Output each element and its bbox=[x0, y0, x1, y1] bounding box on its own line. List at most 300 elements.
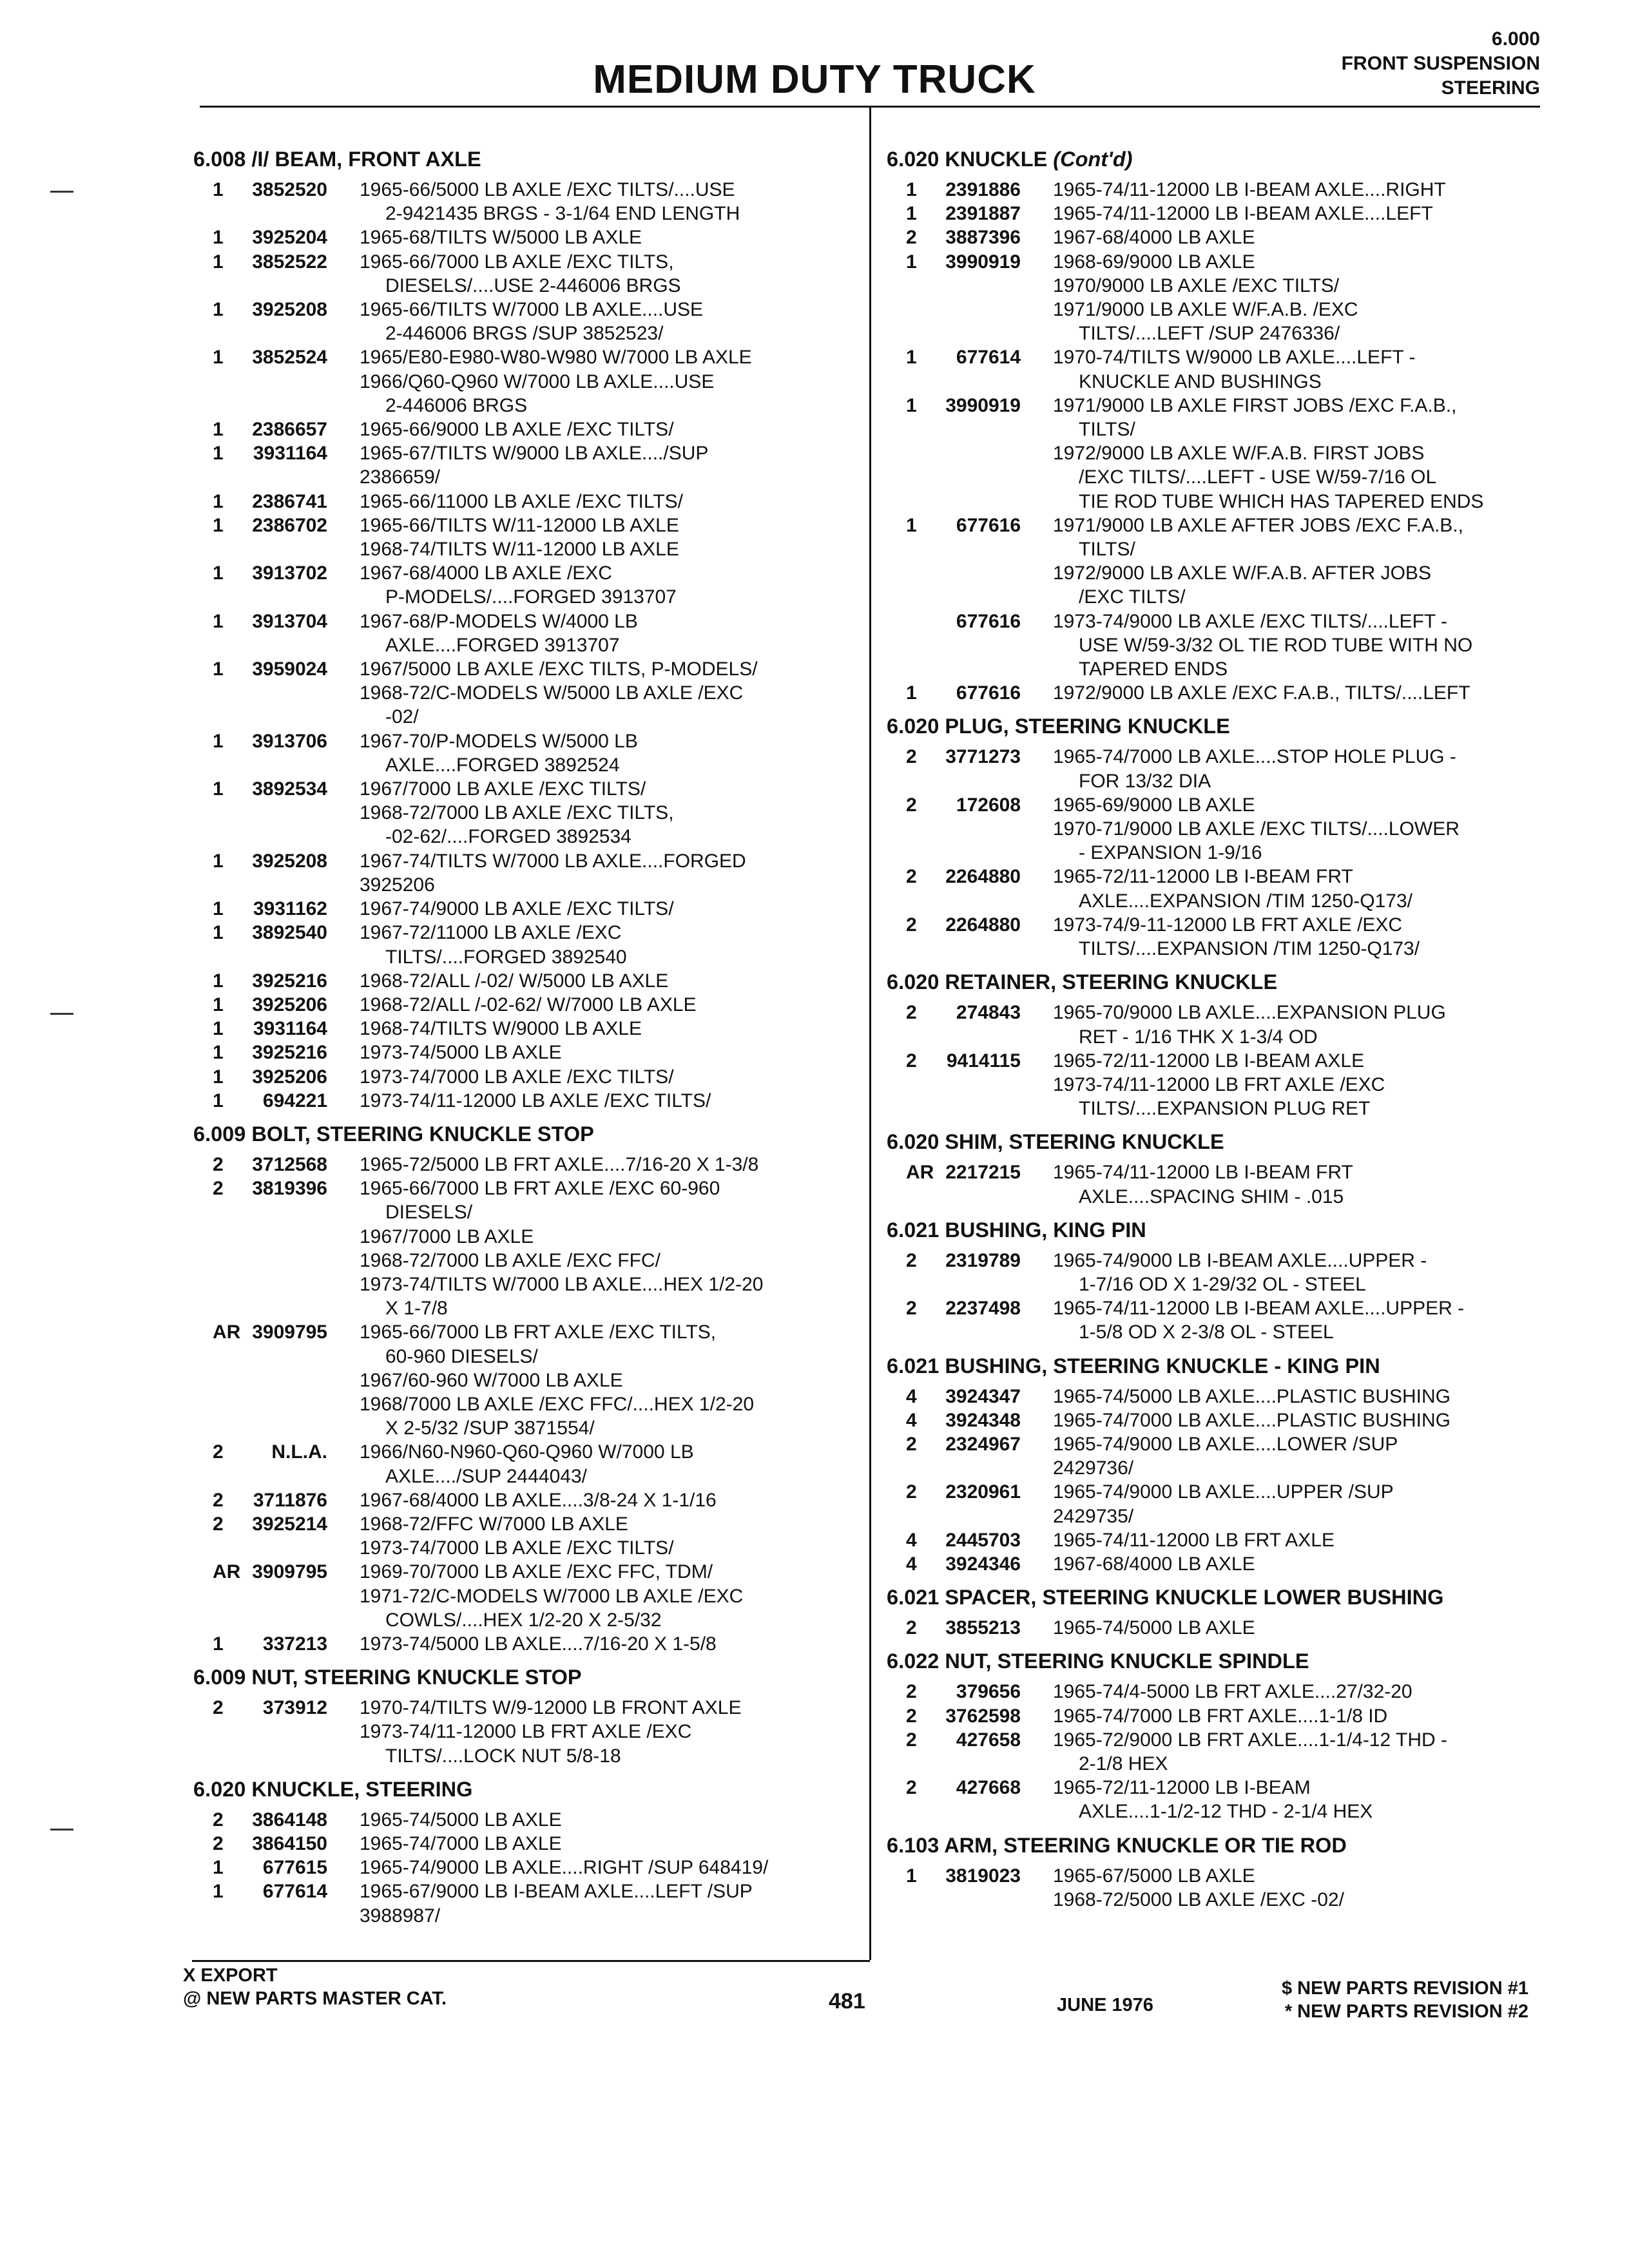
description-line: USE W/59-3/32 OL TIE ROD TUBE WITH NO bbox=[1079, 634, 1473, 656]
description-line: TILTS/ bbox=[1079, 419, 1135, 441]
description-line: 1967-68/4000 LB AXLE....3/8-24 X 1-1/16 bbox=[360, 1489, 717, 1511]
part-description bbox=[1027, 793, 1550, 865]
part-quantity: 1 bbox=[213, 1857, 224, 1879]
description-line: 3925206 bbox=[360, 874, 435, 896]
part-number: 3909795 bbox=[252, 1321, 327, 1343]
part-number: 3925206 bbox=[252, 1066, 327, 1088]
description-line: 2-446006 BRGS bbox=[385, 394, 528, 416]
description-line: 1965-72/11-12000 LB I-BEAM bbox=[1053, 1777, 1311, 1799]
part-entry bbox=[887, 1160, 1550, 1208]
description-line: 1965-74/11-12000 LB I-BEAM AXLE....UPPER - bbox=[1053, 1298, 1465, 1320]
parts-section bbox=[887, 711, 1550, 961]
description-line: 1965-66/11000 LB AXLE /EXC TILTS/ bbox=[360, 490, 683, 512]
part-quantity: 2 bbox=[906, 1729, 917, 1751]
part-quantity: 1 bbox=[213, 419, 224, 441]
section-heading-text: 6.103 ARM, STEERING KNUCKLE OR TIE ROD bbox=[887, 1833, 1347, 1857]
part-entry bbox=[887, 178, 1550, 202]
section-heading-text: 6.020 KNUCKLE, STEERING bbox=[193, 1777, 473, 1801]
part-entry bbox=[887, 1001, 1550, 1048]
part-description bbox=[1027, 1432, 1550, 1480]
part-description bbox=[334, 921, 863, 968]
section-heading bbox=[887, 1582, 1550, 1612]
section-heading bbox=[887, 711, 1550, 741]
description-line: 1968-69/9000 LB AXLE bbox=[1053, 251, 1255, 273]
page-title: MEDIUM DUTY TRUCK bbox=[593, 57, 1036, 102]
part-entry bbox=[193, 921, 863, 968]
description-line: 1965-72/11-12000 LB I-BEAM AXLE bbox=[1053, 1050, 1365, 1072]
part-quantity: 1 bbox=[213, 922, 224, 944]
part-number: 3931162 bbox=[253, 898, 327, 920]
part-description bbox=[1027, 1480, 1550, 1528]
part-entry bbox=[887, 202, 1550, 226]
part-entry bbox=[193, 1488, 863, 1512]
part-description bbox=[334, 561, 863, 609]
description-line: 2-1/8 HEX bbox=[1079, 1753, 1168, 1774]
parts-section bbox=[887, 967, 1550, 1120]
part-entry bbox=[887, 514, 1550, 610]
description-line: 1968-72/FFC W/7000 LB AXLE bbox=[360, 1513, 628, 1535]
part-description bbox=[1027, 1616, 1550, 1640]
part-quantity: 2 bbox=[906, 866, 917, 888]
part-number: 677615 bbox=[262, 1857, 327, 1879]
part-entry bbox=[887, 1296, 1550, 1344]
part-entry bbox=[193, 969, 863, 993]
part-number: 3712568 bbox=[252, 1153, 327, 1175]
part-entry bbox=[193, 298, 863, 345]
part-quantity: 1 bbox=[213, 251, 224, 273]
part-number: 3913702 bbox=[252, 562, 327, 584]
section-heading-text: 6.008 /I/ BEAM, FRONT AXLE bbox=[193, 148, 481, 171]
part-entry bbox=[193, 610, 863, 657]
part-number: 694221 bbox=[262, 1090, 327, 1111]
description-line: 1965-74/7000 LB AXLE....PLASTIC BUSHING bbox=[1053, 1409, 1451, 1431]
part-number: 3852520 bbox=[252, 179, 327, 200]
description-line: 1965-74/5000 LB AXLE....PLASTIC BUSHING bbox=[1053, 1385, 1451, 1407]
part-number: 2264880 bbox=[945, 914, 1021, 936]
part-entry bbox=[887, 394, 1550, 514]
right-column bbox=[887, 144, 1550, 1918]
description-line: FOR 13/32 DIA bbox=[1079, 770, 1211, 792]
section-heading bbox=[887, 967, 1550, 997]
parts-section bbox=[887, 1215, 1550, 1345]
part-quantity: 4 bbox=[906, 1385, 917, 1407]
revision-note-2: * NEW PARTS REVISION #2 bbox=[1284, 2001, 1528, 2022]
part-number: 2391887 bbox=[945, 203, 1021, 225]
part-entry bbox=[193, 514, 863, 561]
part-entry bbox=[193, 777, 863, 849]
parts-section bbox=[887, 144, 1550, 705]
part-entry bbox=[887, 1480, 1550, 1528]
description-line: 1967-68/P-MODELS W/4000 LB bbox=[360, 610, 638, 632]
part-entry bbox=[887, 1728, 1550, 1776]
part-number: 3913704 bbox=[252, 610, 327, 632]
section-heading bbox=[193, 144, 863, 174]
part-quantity: 1 bbox=[213, 514, 224, 536]
part-quantity: 2 bbox=[906, 227, 917, 249]
part-description bbox=[1027, 1385, 1550, 1408]
description-line: 1965-66/7000 LB FRT AXLE /EXC 60-960 bbox=[360, 1178, 720, 1200]
description-line: 1965-74/9000 LB AXLE....LOWER /SUP bbox=[1053, 1433, 1398, 1455]
part-quantity: 2 bbox=[906, 1705, 917, 1727]
description-line: X 2-5/32 /SUP 3871554/ bbox=[385, 1418, 595, 1439]
description-line: 1965-74/11-12000 LB I-BEAM AXLE....LEFT bbox=[1053, 203, 1433, 225]
part-description bbox=[334, 1832, 863, 1856]
part-number: 3762598 bbox=[945, 1705, 1021, 1727]
description-line: 1970-74/TILTS W/9-12000 LB FRONT AXLE bbox=[360, 1697, 742, 1719]
description-line: 1965-74/9000 LB AXLE....UPPER /SUP bbox=[1053, 1481, 1394, 1503]
description-line: -02/ bbox=[385, 706, 419, 728]
part-number: 2386702 bbox=[252, 514, 327, 536]
part-quantity: 1 bbox=[213, 347, 224, 369]
part-description bbox=[1027, 1552, 1550, 1576]
section-heading-text: 6.021 BUSHING, KING PIN bbox=[887, 1218, 1146, 1242]
section-heading-text: 6.020 KNUCKLE bbox=[887, 148, 1048, 171]
description-line: -02-62/....FORGED 3892534 bbox=[385, 826, 631, 848]
part-entry bbox=[887, 1528, 1550, 1552]
description-line: 1-7/16 OD X 1-29/32 OL - STEEL bbox=[1079, 1273, 1366, 1295]
part-description bbox=[334, 1879, 863, 1927]
part-quantity: 1 bbox=[213, 1881, 224, 1903]
description-line: 1968-72/ALL /-02-62/ W/7000 LB AXLE bbox=[360, 994, 697, 1015]
part-quantity: 1 bbox=[213, 227, 224, 249]
part-description bbox=[334, 777, 863, 849]
description-line: /EXC TILTS/ bbox=[1079, 586, 1186, 608]
part-quantity: 1 bbox=[213, 1066, 224, 1088]
part-number: 3925208 bbox=[252, 299, 327, 321]
part-number: 2237498 bbox=[945, 1298, 1021, 1320]
part-quantity: 4 bbox=[906, 1553, 917, 1575]
description-line: RET - 1/16 THK X 1-3/4 OD bbox=[1079, 1026, 1318, 1048]
description-line: 1968-72/7000 LB AXLE /EXC TILTS, bbox=[360, 802, 674, 824]
part-number: 677616 bbox=[956, 514, 1021, 536]
description-line: 1965-74/7000 LB AXLE bbox=[360, 1833, 562, 1854]
part-quantity: 1 bbox=[906, 251, 917, 273]
part-number: 2391886 bbox=[945, 179, 1021, 200]
part-description bbox=[1027, 226, 1550, 249]
part-entry bbox=[193, 657, 863, 729]
description-line: 1965-68/TILTS W/5000 LB AXLE bbox=[360, 227, 642, 249]
part-quantity: 2 bbox=[213, 1809, 224, 1831]
description-line: 1967/5000 LB AXLE /EXC TILTS, P-MODELS/ bbox=[360, 658, 758, 680]
parts-section bbox=[193, 1662, 863, 1768]
part-entry bbox=[887, 226, 1550, 249]
part-entry bbox=[887, 1432, 1550, 1480]
part-number: 3931164 bbox=[253, 1018, 327, 1040]
description-line: 1968-72/5000 LB AXLE /EXC -02/ bbox=[1053, 1888, 1344, 1910]
part-entry bbox=[193, 250, 863, 298]
part-description bbox=[334, 226, 863, 249]
description-line: 1-5/8 OD X 2-3/8 OL - STEEL bbox=[1079, 1321, 1334, 1343]
part-description bbox=[334, 993, 863, 1017]
parts-section bbox=[193, 1774, 863, 1928]
description-line: DIESELS/....USE 2-446006 BRGS bbox=[385, 274, 681, 296]
section-heading-text: 6.020 PLUG, STEERING KNUCKLE bbox=[887, 715, 1230, 738]
part-number: 172608 bbox=[956, 794, 1021, 816]
part-quantity: 2 bbox=[213, 1513, 224, 1535]
part-description bbox=[334, 1808, 863, 1832]
part-quantity: 1 bbox=[213, 730, 224, 752]
section-heading bbox=[887, 1646, 1550, 1676]
description-line: 1965-72/11-12000 LB I-BEAM FRT bbox=[1053, 866, 1353, 888]
part-number: 3925204 bbox=[252, 227, 327, 249]
part-number: 3887396 bbox=[945, 227, 1021, 249]
part-entry bbox=[193, 1856, 863, 1879]
continued-label: (Cont'd) bbox=[1053, 148, 1133, 171]
part-number: 3924348 bbox=[945, 1409, 1021, 1431]
part-number: 373912 bbox=[262, 1697, 327, 1719]
description-line: 1967-68/4000 LB AXLE bbox=[1053, 1553, 1255, 1575]
parts-section bbox=[193, 144, 863, 1113]
part-quantity: 2 bbox=[213, 1178, 224, 1200]
part-number: 427668 bbox=[956, 1777, 1021, 1799]
part-description bbox=[334, 1153, 863, 1177]
part-number: 3924346 bbox=[945, 1553, 1021, 1575]
revision-note-1: $ NEW PARTS REVISION #1 bbox=[1282, 1978, 1528, 1999]
description-line: 1965-74/11-12000 LB I-BEAM FRT bbox=[1053, 1162, 1353, 1184]
section-heading-text: 6.021 BUSHING, STEERING KNUCKLE - KING PIN bbox=[887, 1354, 1380, 1378]
description-line: TIE ROD TUBE WHICH HAS TAPERED ENDS bbox=[1079, 490, 1484, 512]
part-entry bbox=[193, 561, 863, 609]
part-entry bbox=[193, 178, 863, 226]
description-line: TAPERED ENDS bbox=[1079, 658, 1228, 680]
part-description bbox=[334, 1856, 863, 1879]
part-quantity: 1 bbox=[213, 850, 224, 872]
description-line: 1970-74/TILTS W/9000 LB AXLE....LEFT - bbox=[1053, 347, 1416, 369]
section-name-line2: STEERING bbox=[1441, 77, 1540, 99]
section-heading bbox=[887, 1215, 1550, 1245]
part-description bbox=[1027, 681, 1550, 705]
part-description bbox=[334, 345, 863, 418]
part-number: 3819023 bbox=[945, 1865, 1021, 1887]
description-line: AXLE..../SUP 2444043/ bbox=[385, 1465, 587, 1487]
description-line: 1967-70/P-MODELS W/5000 LB bbox=[360, 730, 638, 752]
part-number: 3925208 bbox=[252, 850, 327, 872]
part-quantity: AR bbox=[213, 1561, 241, 1583]
part-entry bbox=[887, 610, 1550, 682]
section-heading-text: 6.022 NUT, STEERING KNUCKLE SPINDLE bbox=[887, 1649, 1309, 1673]
part-quantity: 1 bbox=[906, 514, 917, 536]
part-number: 2445703 bbox=[945, 1529, 1021, 1551]
part-description bbox=[1027, 1296, 1550, 1344]
section-heading-text: 6.021 SPACER, STEERING KNUCKLE LOWER BUSHING bbox=[887, 1586, 1444, 1610]
description-line: 1966/Q60-Q960 W/7000 LB AXLE....USE bbox=[360, 370, 715, 392]
part-description bbox=[334, 610, 863, 657]
part-description bbox=[334, 298, 863, 345]
description-line: 1968/7000 LB AXLE /EXC FFC/....HEX 1/2-20 bbox=[360, 1393, 754, 1415]
part-number: 427658 bbox=[956, 1729, 1021, 1751]
margin-mark bbox=[50, 1013, 73, 1015]
column-divider bbox=[869, 107, 871, 1960]
part-description bbox=[1027, 345, 1550, 393]
footer-rule bbox=[192, 1960, 870, 1962]
footer-notes-left bbox=[183, 1964, 447, 2010]
part-quantity: 1 bbox=[213, 1018, 224, 1040]
part-entry bbox=[193, 1041, 863, 1064]
description-line: 1966/N60-N960-Q60-Q960 W/7000 LB bbox=[360, 1441, 694, 1463]
part-entry bbox=[887, 865, 1550, 912]
section-heading bbox=[887, 1831, 1550, 1860]
part-description bbox=[334, 418, 863, 441]
description-line: 2386659/ bbox=[360, 466, 441, 488]
part-description bbox=[334, 1488, 863, 1512]
description-line: 1965-66/7000 LB AXLE /EXC TILTS, bbox=[360, 251, 674, 273]
description-line: AXLE....1-1/2-12 THD - 2-1/4 HEX bbox=[1079, 1801, 1373, 1823]
part-number: 3771273 bbox=[945, 746, 1021, 768]
part-entry bbox=[887, 681, 1550, 705]
description-line: TILTS/ bbox=[1079, 539, 1135, 561]
section-heading bbox=[193, 1774, 863, 1804]
part-number: 3852522 bbox=[252, 251, 327, 273]
part-description bbox=[334, 969, 863, 993]
description-line: 1968-74/TILTS W/9000 LB AXLE bbox=[360, 1018, 642, 1040]
part-entry bbox=[193, 1320, 863, 1440]
part-number: 274843 bbox=[956, 1002, 1021, 1024]
part-description bbox=[1027, 1408, 1550, 1432]
part-quantity: 1 bbox=[906, 1865, 917, 1887]
description-line: 1968-74/TILTS W/11-12000 LB AXLE bbox=[360, 539, 679, 561]
description-line: 1971/9000 LB AXLE AFTER JOBS /EXC F.A.B., bbox=[1053, 514, 1463, 536]
section-heading-text: 6.020 RETAINER, STEERING KNUCKLE bbox=[887, 970, 1278, 994]
description-line: 2-9421435 BRGS - 3-1/64 END LENGTH bbox=[385, 203, 740, 225]
part-quantity: AR bbox=[213, 1321, 241, 1343]
description-line: 1973-74/TILTS W/7000 LB AXLE....HEX 1/2-20 bbox=[360, 1273, 764, 1295]
part-quantity bbox=[887, 610, 924, 682]
part-description bbox=[334, 178, 863, 226]
part-description bbox=[334, 657, 863, 729]
description-line: 1965-74/7000 LB FRT AXLE....1-1/8 ID bbox=[1053, 1705, 1388, 1727]
part-entry bbox=[193, 1560, 863, 1632]
part-description bbox=[334, 1512, 863, 1560]
description-line: 1973-74/9-11-12000 LB FRT AXLE /EXC bbox=[1053, 914, 1403, 936]
description-line: KNUCKLE AND BUSHINGS bbox=[1079, 370, 1322, 392]
part-entry bbox=[887, 1776, 1550, 1823]
description-line: 1965-67/9000 LB I-BEAM AXLE....LEFT /SUP bbox=[360, 1881, 753, 1903]
part-quantity: 1 bbox=[906, 179, 917, 200]
part-number: 2217215 bbox=[945, 1162, 1021, 1184]
part-quantity: 2 bbox=[906, 1002, 917, 1024]
part-quantity: 2 bbox=[213, 1697, 224, 1719]
description-line: 1965-74/9000 LB AXLE....RIGHT /SUP 648419/ bbox=[360, 1857, 769, 1879]
description-line: 1973-74/11-12000 LB FRT AXLE /EXC bbox=[360, 1721, 692, 1743]
part-entry bbox=[193, 1879, 863, 1927]
part-quantity: AR bbox=[906, 1162, 934, 1184]
part-number: 3892534 bbox=[252, 778, 327, 800]
new-parts-note: @ NEW PARTS MASTER CAT. bbox=[183, 1988, 447, 2009]
part-entry bbox=[887, 1704, 1550, 1728]
description-line: 1971/9000 LB AXLE W/F.A.B. /EXC bbox=[1053, 299, 1358, 321]
description-line: 1967-74/TILTS W/7000 LB AXLE....FORGED bbox=[360, 850, 746, 872]
part-quantity: 2 bbox=[906, 746, 917, 768]
description-line: 1967-68/4000 LB AXLE bbox=[1053, 227, 1255, 249]
part-description bbox=[1027, 1249, 1550, 1296]
description-line: 1965-67/TILTS W/9000 LB AXLE..../SUP bbox=[360, 443, 709, 465]
part-number: 2386741 bbox=[252, 490, 327, 512]
description-line: 1965-72/9000 LB FRT AXLE....1-1/4-12 THD - bbox=[1053, 1729, 1448, 1751]
part-quantity: 1 bbox=[213, 994, 224, 1015]
description-line: 1973-74/7000 LB AXLE /EXC TILTS/ bbox=[360, 1537, 674, 1559]
part-entry bbox=[193, 1153, 863, 1177]
part-description bbox=[1027, 1001, 1550, 1048]
section-name-line1: FRONT SUSPENSION bbox=[1341, 53, 1540, 74]
part-number: 2320961 bbox=[945, 1481, 1021, 1503]
section-heading bbox=[887, 144, 1550, 174]
part-entry bbox=[193, 849, 863, 897]
description-line: 1972/9000 LB AXLE /EXC F.A.B., TILTS/....LEFT bbox=[1053, 682, 1470, 704]
part-quantity: 2 bbox=[213, 1153, 224, 1175]
part-number: 3913706 bbox=[252, 730, 327, 752]
part-entry bbox=[887, 250, 1550, 346]
part-quantity: 1 bbox=[213, 1042, 224, 1064]
description-line: 1968-72/C-MODELS W/5000 LB AXLE /EXC bbox=[360, 682, 744, 704]
description-line: TILTS/....EXPANSION PLUG RET bbox=[1079, 1098, 1371, 1120]
description-line: AXLE....SPACING SHIM - .015 bbox=[1079, 1186, 1344, 1207]
part-quantity: 4 bbox=[906, 1409, 917, 1431]
part-description bbox=[1027, 1049, 1550, 1121]
part-number: 677616 bbox=[956, 610, 1021, 632]
part-description bbox=[1027, 202, 1550, 226]
part-description bbox=[1027, 865, 1550, 912]
part-description bbox=[1027, 913, 1550, 961]
part-number: 3864150 bbox=[252, 1833, 327, 1854]
part-description bbox=[1027, 394, 1550, 514]
part-quantity: 1 bbox=[213, 299, 224, 321]
description-line: 1973-74/5000 LB AXLE....7/16-20 X 1-5/8 bbox=[360, 1633, 717, 1655]
part-entry bbox=[887, 1864, 1550, 1912]
part-quantity: 1 bbox=[213, 898, 224, 920]
part-number: 3819396 bbox=[252, 1178, 327, 1200]
part-number: 3925216 bbox=[252, 1042, 327, 1064]
part-description bbox=[334, 514, 863, 561]
part-quantity: 1 bbox=[213, 562, 224, 584]
part-description bbox=[334, 1320, 863, 1440]
part-number: 3864148 bbox=[252, 1809, 327, 1831]
part-entry bbox=[887, 1616, 1550, 1640]
part-quantity: 1 bbox=[906, 682, 917, 704]
description-line: 1965-74/5000 LB AXLE bbox=[360, 1809, 562, 1831]
part-quantity: 1 bbox=[213, 970, 224, 992]
part-number: 3924347 bbox=[945, 1385, 1021, 1407]
description-line: 1965-67/5000 LB AXLE bbox=[1053, 1865, 1255, 1887]
part-description bbox=[1027, 514, 1550, 610]
parts-section bbox=[887, 1351, 1550, 1577]
description-line: 1965-66/TILTS W/7000 LB AXLE....USE bbox=[360, 299, 704, 321]
part-entry bbox=[887, 913, 1550, 961]
part-entry bbox=[193, 1017, 863, 1041]
part-description bbox=[334, 897, 863, 921]
part-number: 3990919 bbox=[945, 394, 1021, 416]
part-quantity: 2 bbox=[906, 914, 917, 936]
part-description bbox=[334, 1696, 863, 1768]
description-line: 1973-74/5000 LB AXLE bbox=[360, 1042, 562, 1064]
part-description bbox=[1027, 178, 1550, 202]
description-line: 1965-66/5000 LB AXLE /EXC TILTS/....USE bbox=[360, 179, 735, 200]
part-number: 2264880 bbox=[945, 866, 1021, 888]
part-number: 2324967 bbox=[945, 1433, 1021, 1455]
part-entry bbox=[193, 993, 863, 1017]
part-number: 379656 bbox=[956, 1681, 1021, 1703]
part-entry bbox=[193, 1832, 863, 1856]
description-line: 1969-70/7000 LB AXLE /EXC FFC, TDM/ bbox=[360, 1561, 713, 1583]
section-heading bbox=[193, 1662, 863, 1692]
part-description bbox=[1027, 745, 1550, 793]
part-description bbox=[1027, 1160, 1550, 1208]
description-line: 1967-68/4000 LB AXLE /EXC bbox=[360, 562, 612, 584]
description-line: 1965-74/5000 LB AXLE bbox=[1053, 1617, 1255, 1639]
part-number: 3892540 bbox=[252, 922, 327, 944]
description-line: 1973-74/11-12000 LB FRT AXLE /EXC bbox=[1053, 1073, 1385, 1095]
part-number: 3990919 bbox=[945, 251, 1021, 273]
part-quantity: 2 bbox=[906, 794, 917, 816]
